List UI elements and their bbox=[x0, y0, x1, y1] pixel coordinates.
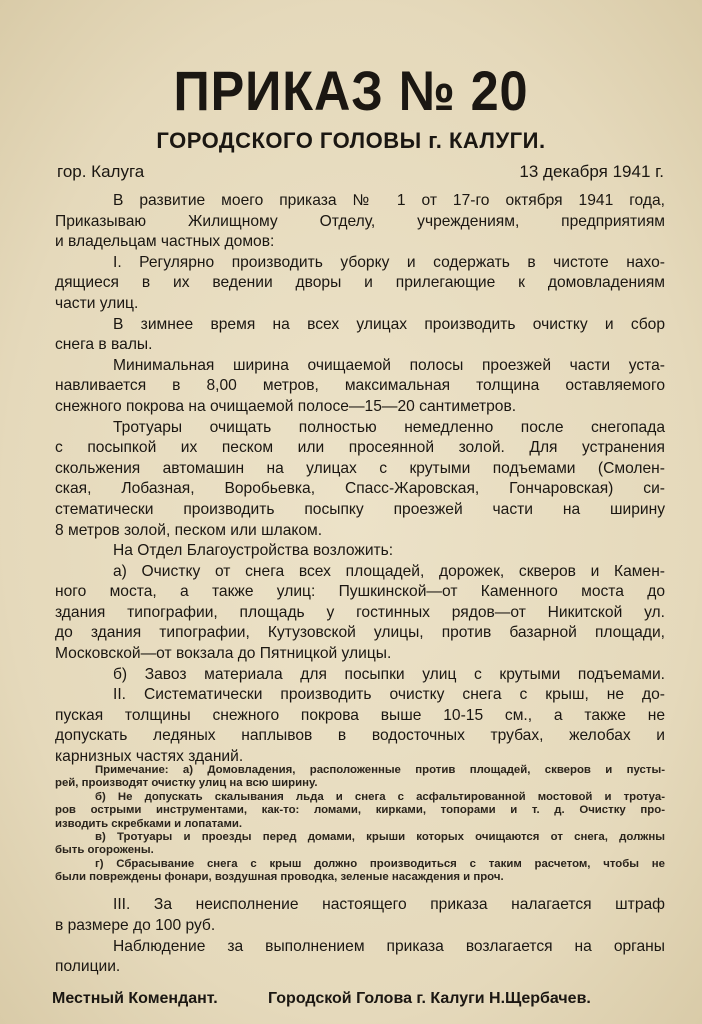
text-line: б) Завоз материала для посыпки улиц с крутыми подъемами. bbox=[113, 665, 665, 683]
text-line: III. За неисполнение настоящего приказа налагается штраф bbox=[113, 896, 665, 913]
text-line: б) Не допускать скалывания льда и снега с асфальтированной мостовой и тротуа- bbox=[95, 790, 665, 803]
document-title: ПРИКАЗ № 20 bbox=[173, 59, 529, 122]
text-line: Минимальная ширина очищаемой полосы проезжей части уста- bbox=[113, 356, 665, 374]
text-line: ская, Лобазная, Воробьевка, Спасс-Жаровская, Гончаровская) си- bbox=[55, 480, 665, 498]
document-subtitle: ГОРОДСКОГО ГОЛОВЫ г. КАЛУГИ. bbox=[156, 128, 546, 153]
text-line: полиции. bbox=[55, 958, 121, 976]
text-line: снежного покрова на очищаемой полосе—15—20 сантиметров. bbox=[55, 397, 517, 415]
text-line: Примечание: а) Домовладения, расположенные против площадей, скверов и пусты- bbox=[95, 764, 665, 776]
text-line: до здания типографии, Кутузовской улицы, против базарной площади, bbox=[55, 624, 665, 642]
text-line: I. Регулярно производить уборку и содержать в чистоте нахо- bbox=[113, 253, 665, 271]
text-line: в размере до 100 руб. bbox=[55, 916, 216, 934]
order-body bbox=[55, 191, 665, 768]
text-line: а) Очистку от снега всех площадей, дорожек, скверов и Камен- bbox=[113, 562, 665, 580]
commandant-signature: Местный Комендант. bbox=[52, 990, 218, 1007]
text-line: ров острыми инструментами, как-то: ломами, кирками, топорами и т. д. Очистку про- bbox=[55, 804, 665, 817]
text-line: г) Сбрасывание снега с крыш должно производиться с таким расчетом, чтобы не bbox=[95, 857, 665, 870]
text-line: стематически производить посыпку проезжей части на ширину bbox=[55, 500, 665, 518]
text-line: и владельцам частных домов: bbox=[55, 233, 275, 251]
text-line: снега в валы. bbox=[55, 336, 153, 354]
text-line: В развитие моего приказа № 1 от 17-го октября 1941 года, bbox=[113, 192, 665, 209]
order-final bbox=[55, 895, 665, 978]
text-line: ного моста, а также улиц: Пушкинской—от Каменного моста до bbox=[55, 583, 665, 601]
text-line: допускать ледяных наплывов в водосточных трубах, желобах и bbox=[55, 727, 665, 745]
order-notes bbox=[55, 764, 665, 885]
place-label: гор. Калуга bbox=[57, 162, 145, 181]
text-line: быть огорожены. bbox=[55, 844, 154, 857]
text-line: части улиц. bbox=[55, 294, 139, 312]
date-label: 13 декабря 1941 г. bbox=[519, 162, 664, 181]
text-line: изводить скребками и лопатами. bbox=[55, 817, 243, 830]
text-line: карнизных частях зданий. bbox=[55, 748, 244, 766]
mayor-signature: Городской Голова г. Калуги Н.Щербачев. bbox=[268, 990, 591, 1007]
text-line: пуская толщины снежного покрова выше 10-15 см., а также не bbox=[55, 706, 665, 724]
text-line: На Отдел Благоустройства возложить: bbox=[113, 542, 394, 560]
text-line: Наблюдение за выполнением приказа возлагается на органы bbox=[113, 937, 665, 955]
text-line: 8 метров золой, песком или шлаком. bbox=[55, 521, 323, 539]
text-line: в) Тротуары и проезды перед домами, крыши которых очищаются от снега, должны bbox=[95, 830, 665, 843]
text-line: Московской—от вокзала до Пятницкой улицы. bbox=[55, 645, 392, 663]
text-line: дящиеся в их ведении дворы и прилегающие к домовладениям bbox=[55, 274, 665, 292]
text-line: с посыпкой их песком или просеянной золой. Для устранения bbox=[55, 439, 665, 457]
text-line: рей, производят очистку улиц на всю ширину. bbox=[55, 777, 318, 790]
text-line: В зимнее время на всех улицах производить очистку и сбор bbox=[113, 315, 665, 333]
text-line: здания типографии, площадь у гостинных рядов—от Никитской ул. bbox=[55, 603, 665, 621]
text-line: были повреждены фонари, воздушная проводка, зеленые насаждения и проч. bbox=[55, 871, 504, 884]
text-line: навливается в 8,00 метров, максимальная толщина оставляемого bbox=[55, 377, 665, 395]
text-line: Приказываю Жилищному Отделу, учреждениям, предприятиям bbox=[55, 212, 665, 230]
text-line: скольжения автомашин на улицах с крутыми подъемами (Смолен- bbox=[55, 459, 665, 477]
text-line: II. Систематически производить очистку снега с крыш, не до- bbox=[113, 686, 665, 704]
text-line: Тротуары очищать полностью немедленно после снегопада bbox=[113, 418, 665, 436]
